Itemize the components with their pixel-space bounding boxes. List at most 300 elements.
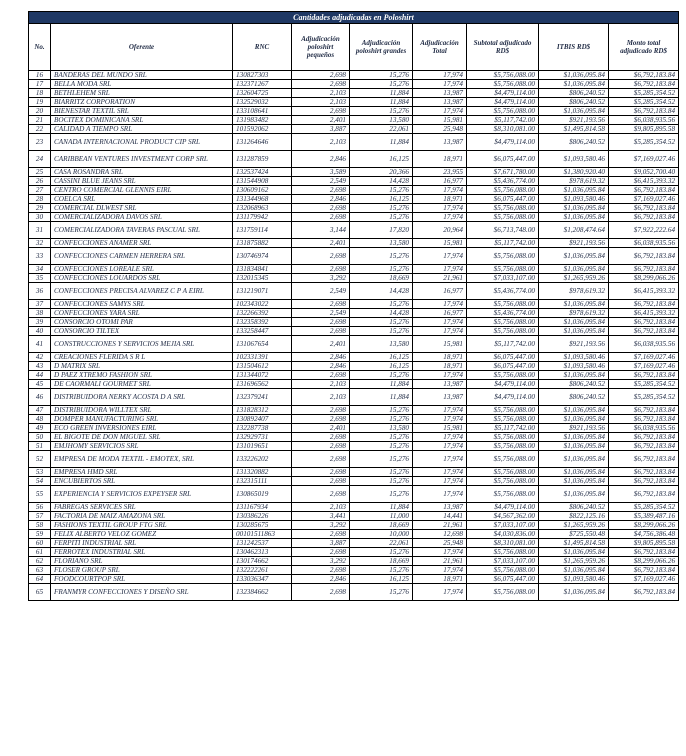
oferente-name: CANADA INTERNACIONAL PRODUCT CIP SRL — [51, 134, 233, 151]
subtotal-amount: $5,117,742.00 — [467, 424, 539, 433]
table-row — [29, 125, 679, 134]
subtotal-amount: $6,075,447.00 — [467, 575, 539, 584]
subtotal-amount: $6,075,447.00 — [467, 195, 539, 204]
total-amount: $6,792,183.84 — [609, 415, 679, 424]
row-number: 63 — [29, 566, 51, 575]
total-amount: $5,285,354.52 — [609, 89, 679, 98]
total-qty: 18,971 — [413, 353, 467, 362]
header-oferente: Oferente — [51, 24, 233, 71]
subtotal-amount: $5,436,774.00 — [467, 309, 539, 318]
itbis-amount: $1,036,095.84 — [539, 433, 609, 442]
table-row — [29, 248, 679, 265]
large-qty: 16,125 — [350, 353, 413, 362]
large-qty: 11,000 — [350, 512, 413, 521]
subtotal-amount: $5,756,088.00 — [467, 406, 539, 415]
table-row — [29, 327, 679, 336]
total-qty: 16,977 — [413, 283, 467, 300]
row-number: 18 — [29, 89, 51, 98]
row-number: 58 — [29, 521, 51, 530]
small-qty: 2,698 — [292, 80, 350, 89]
table-row — [29, 274, 679, 283]
total-qty: 17,974 — [413, 265, 467, 274]
oferente-name: BIARRITZ CORPORATION — [51, 98, 233, 107]
subtotal-amount: $5,756,088.00 — [467, 204, 539, 213]
small-qty: 2,698 — [292, 548, 350, 557]
rnc-value: 132015345 — [233, 274, 292, 283]
subtotal-amount: $5,117,742.00 — [467, 239, 539, 248]
rnc-value: 130865019 — [233, 486, 292, 503]
large-qty: 22,061 — [350, 125, 413, 134]
table-row — [29, 477, 679, 486]
large-qty: 14,428 — [350, 177, 413, 186]
total-qty: 15,981 — [413, 239, 467, 248]
total-qty: 17,974 — [413, 486, 467, 503]
total-qty: 25,948 — [413, 125, 467, 134]
total-qty: 17,974 — [413, 213, 467, 222]
large-qty: 15,276 — [350, 371, 413, 380]
large-qty: 11,884 — [350, 98, 413, 107]
row-number: 35 — [29, 274, 51, 283]
itbis-amount: $1,093,580.46 — [539, 353, 609, 362]
total-qty: 17,974 — [413, 415, 467, 424]
small-qty: 2,698 — [292, 433, 350, 442]
rnc-value: 131344072 — [233, 371, 292, 380]
small-qty: 2,698 — [292, 486, 350, 503]
total-qty: 13,987 — [413, 89, 467, 98]
small-qty: 2,698 — [292, 566, 350, 575]
row-number: 61 — [29, 548, 51, 557]
total-qty: 17,974 — [413, 442, 467, 451]
small-qty: 2,103 — [292, 380, 350, 389]
table-row — [29, 521, 679, 530]
itbis-amount: $1,036,095.84 — [539, 442, 609, 451]
rnc-value: 132266392 — [233, 309, 292, 318]
total-qty: 18,971 — [413, 362, 467, 371]
large-qty: 16,125 — [350, 195, 413, 204]
total-amount: $7,169,027.46 — [609, 362, 679, 371]
total-qty: 13,987 — [413, 503, 467, 512]
itbis-amount: $1,208,474.64 — [539, 222, 609, 239]
total-amount: $7,922,222.64 — [609, 222, 679, 239]
rnc-value: 130892407 — [233, 415, 292, 424]
row-number: 30 — [29, 213, 51, 222]
large-qty: 15,276 — [350, 327, 413, 336]
rnc-value: 131019651 — [233, 442, 292, 451]
total-amount: $6,792,183.84 — [609, 548, 679, 557]
subtotal-amount: $5,756,088.00 — [467, 584, 539, 601]
rnc-value: 133108641 — [233, 107, 292, 116]
row-number: 40 — [29, 327, 51, 336]
large-qty: 15,276 — [350, 248, 413, 265]
rnc-value: 132604725 — [233, 89, 292, 98]
total-amount: $6,792,183.84 — [609, 327, 679, 336]
total-amount: $6,792,183.84 — [609, 433, 679, 442]
row-number: 57 — [29, 512, 51, 521]
small-qty: 2,103 — [292, 503, 350, 512]
rnc-value: 130609162 — [233, 186, 292, 195]
itbis-amount: $1,265,959.26 — [539, 521, 609, 530]
table-row — [29, 265, 679, 274]
total-qty: 17,974 — [413, 248, 467, 265]
large-qty: 14,428 — [350, 283, 413, 300]
total-qty: 17,974 — [413, 204, 467, 213]
oferente-name: CASA ROSANDRA SRL — [51, 168, 233, 177]
subtotal-amount: $7,671,780.00 — [467, 168, 539, 177]
total-qty: 17,974 — [413, 477, 467, 486]
total-qty: 14,441 — [413, 512, 467, 521]
table-row — [29, 134, 679, 151]
oferente-name: DOMPER MANUFACTURING SRL — [51, 415, 233, 424]
large-qty: 15,276 — [350, 186, 413, 195]
subtotal-amount: $5,756,088.00 — [467, 468, 539, 477]
oferente-name: ENCUBIERTOS SRL — [51, 477, 233, 486]
table-row — [29, 433, 679, 442]
subtotal-amount: $4,479,114.00 — [467, 389, 539, 406]
header-monto-total: Monto total adjudicado RD$ — [609, 24, 679, 71]
small-qty: 2,549 — [292, 283, 350, 300]
total-amount: $6,038,935.56 — [609, 116, 679, 125]
rnc-value: 131983482 — [233, 116, 292, 125]
row-number: 53 — [29, 468, 51, 477]
table-row — [29, 80, 679, 89]
subtotal-amount: $4,479,114.00 — [467, 134, 539, 151]
rnc-value: 131264646 — [233, 134, 292, 151]
table-row — [29, 204, 679, 213]
oferente-name: CONFECCIONES ANAMER SRL — [51, 239, 233, 248]
oferente-name: EMJHOMY SERVICIOS SRL — [51, 442, 233, 451]
subtotal-amount: $5,756,088.00 — [467, 248, 539, 265]
large-qty: 11,884 — [350, 389, 413, 406]
row-number: 51 — [29, 442, 51, 451]
subtotal-amount: $6,075,447.00 — [467, 151, 539, 168]
subtotal-amount: $4,479,114.00 — [467, 503, 539, 512]
itbis-amount: $1,036,095.84 — [539, 451, 609, 468]
table-body — [29, 71, 679, 601]
row-number: 31 — [29, 222, 51, 239]
total-qty: 16,977 — [413, 177, 467, 186]
row-number: 24 — [29, 151, 51, 168]
large-qty: 15,276 — [350, 318, 413, 327]
row-number: 26 — [29, 177, 51, 186]
oferente-name: FLOSER GROUP SRL — [51, 566, 233, 575]
row-number: 36 — [29, 283, 51, 300]
row-number: 32 — [29, 239, 51, 248]
small-qty: 2,103 — [292, 134, 350, 151]
total-qty: 17,974 — [413, 71, 467, 80]
small-qty: 2,846 — [292, 353, 350, 362]
large-qty: 15,276 — [350, 415, 413, 424]
large-qty: 15,276 — [350, 213, 413, 222]
oferente-name: EMPRESA HMD SRL — [51, 468, 233, 477]
total-qty: 17,974 — [413, 451, 467, 468]
oferente-name: EL BIGOTE DE DON MIGUEL SRL — [51, 433, 233, 442]
table-row — [29, 512, 679, 521]
large-qty: 15,276 — [350, 477, 413, 486]
subtotal-amount: $5,756,088.00 — [467, 327, 539, 336]
rnc-value: 132379241 — [233, 389, 292, 406]
total-qty: 15,981 — [413, 116, 467, 125]
rnc-value: 131179942 — [233, 213, 292, 222]
total-qty: 18,971 — [413, 151, 467, 168]
total-qty: 17,974 — [413, 406, 467, 415]
itbis-amount: $806,240.52 — [539, 134, 609, 151]
table-row — [29, 239, 679, 248]
oferente-name: CASSINI BLUE JEANS SRL — [51, 177, 233, 186]
table-row — [29, 309, 679, 318]
table-row — [29, 362, 679, 371]
oferente-name: DISTRIBUIDORA NERKY ACOSTA D A SRL — [51, 389, 233, 406]
table-row — [29, 575, 679, 584]
total-amount: $6,792,183.84 — [609, 265, 679, 274]
row-number: 22 — [29, 125, 51, 134]
total-qty: 17,974 — [413, 566, 467, 575]
small-qty: 2,698 — [292, 442, 350, 451]
total-amount: $7,169,027.46 — [609, 195, 679, 204]
row-number: 42 — [29, 353, 51, 362]
oferente-name: EXPERIENCIA Y SERVICIOS EXPEYSER SRL — [51, 486, 233, 503]
total-qty: 12,698 — [413, 530, 467, 539]
row-number: 39 — [29, 318, 51, 327]
itbis-amount: $978,619.32 — [539, 283, 609, 300]
oferente-name: CALIDAD A TIEMPO SRL — [51, 125, 233, 134]
small-qty: 3,144 — [292, 222, 350, 239]
total-qty: 17,974 — [413, 584, 467, 601]
total-amount: $6,038,935.56 — [609, 239, 679, 248]
total-amount: $6,792,183.84 — [609, 300, 679, 309]
small-qty: 2,698 — [292, 265, 350, 274]
total-amount: $8,299,066.26 — [609, 274, 679, 283]
large-qty: 18,669 — [350, 521, 413, 530]
subtotal-amount: $5,756,088.00 — [467, 415, 539, 424]
total-amount: $5,285,354.52 — [609, 389, 679, 406]
small-qty: 3,887 — [292, 539, 350, 548]
small-qty: 3,441 — [292, 512, 350, 521]
itbis-amount: $1,036,095.84 — [539, 213, 609, 222]
table-row — [29, 195, 679, 204]
table-row — [29, 107, 679, 116]
rnc-value: 133258447 — [233, 327, 292, 336]
header-large: Adjudicación poloshirt grandes — [350, 24, 413, 71]
rnc-value: 00101511863 — [233, 530, 292, 539]
large-qty: 15,276 — [350, 406, 413, 415]
large-qty: 15,276 — [350, 486, 413, 503]
row-number: 64 — [29, 575, 51, 584]
itbis-amount: $1,380,920.40 — [539, 168, 609, 177]
subtotal-amount: $5,436,774.00 — [467, 283, 539, 300]
large-qty: 15,276 — [350, 566, 413, 575]
total-qty: 17,974 — [413, 300, 467, 309]
rnc-value: 131320882 — [233, 468, 292, 477]
table-row — [29, 539, 679, 548]
small-qty: 3,887 — [292, 125, 350, 134]
row-number: 27 — [29, 186, 51, 195]
total-qty: 18,971 — [413, 575, 467, 584]
small-qty: 2,846 — [292, 362, 350, 371]
itbis-amount: $725,550.48 — [539, 530, 609, 539]
total-amount: $6,792,183.84 — [609, 318, 679, 327]
large-qty: 11,884 — [350, 89, 413, 98]
total-qty: 16,977 — [413, 309, 467, 318]
large-qty: 20,366 — [350, 168, 413, 177]
itbis-amount: $1,036,095.84 — [539, 468, 609, 477]
large-qty: 15,276 — [350, 300, 413, 309]
table-row — [29, 486, 679, 503]
itbis-amount: $1,036,095.84 — [539, 548, 609, 557]
itbis-amount: $1,036,095.84 — [539, 327, 609, 336]
total-amount: $6,792,183.84 — [609, 406, 679, 415]
subtotal-amount: $7,033,107.00 — [467, 557, 539, 566]
row-number: 54 — [29, 477, 51, 486]
table-row — [29, 371, 679, 380]
itbis-amount: $1,036,095.84 — [539, 186, 609, 195]
small-qty: 2,103 — [292, 389, 350, 406]
subtotal-amount: $5,756,088.00 — [467, 548, 539, 557]
total-amount: $5,389,487.16 — [609, 512, 679, 521]
header-no: No. — [29, 24, 51, 71]
itbis-amount: $1,036,095.84 — [539, 71, 609, 80]
small-qty: 2,846 — [292, 151, 350, 168]
rnc-value: 131242537 — [233, 539, 292, 548]
total-qty: 21,961 — [413, 557, 467, 566]
subtotal-amount: $5,756,088.00 — [467, 186, 539, 195]
rnc-value: 132384662 — [233, 584, 292, 601]
large-qty: 15,276 — [350, 71, 413, 80]
total-qty: 13,987 — [413, 134, 467, 151]
table-row — [29, 530, 679, 539]
itbis-amount: $1,495,814.58 — [539, 125, 609, 134]
row-number: 23 — [29, 134, 51, 151]
total-qty: 21,961 — [413, 521, 467, 530]
total-amount: $6,038,935.56 — [609, 424, 679, 433]
total-amount: $8,299,066.26 — [609, 521, 679, 530]
total-amount: $7,169,027.46 — [609, 151, 679, 168]
awards-table — [28, 11, 679, 601]
rnc-value: 131504612 — [233, 362, 292, 371]
itbis-amount: $978,619.32 — [539, 177, 609, 186]
total-qty: 25,948 — [413, 539, 467, 548]
rnc-value: 132537424 — [233, 168, 292, 177]
table-row — [29, 548, 679, 557]
subtotal-amount: $4,479,114.00 — [467, 98, 539, 107]
total-qty: 18,971 — [413, 195, 467, 204]
table-row — [29, 353, 679, 362]
row-number: 17 — [29, 80, 51, 89]
oferente-name: CREACIONES FLERIDA S R L — [51, 353, 233, 362]
rnc-value: 132529032 — [233, 98, 292, 107]
total-amount: $6,792,183.84 — [609, 107, 679, 116]
table-row — [29, 584, 679, 601]
large-qty: 18,669 — [350, 557, 413, 566]
subtotal-amount: $5,756,088.00 — [467, 433, 539, 442]
small-qty: 2,698 — [292, 371, 350, 380]
rnc-value: 130746974 — [233, 248, 292, 265]
table-row — [29, 389, 679, 406]
large-qty: 13,580 — [350, 116, 413, 125]
large-qty: 11,884 — [350, 503, 413, 512]
subtotal-amount: $5,756,088.00 — [467, 265, 539, 274]
row-number: 20 — [29, 107, 51, 116]
large-qty: 15,276 — [350, 584, 413, 601]
table-title: Cantidades adjudicadas en Poloshirt — [29, 12, 679, 24]
subtotal-amount: $5,117,742.00 — [467, 336, 539, 353]
oferente-name: EMPRESA DE MODA TEXTIL - EMOTEX, SRL — [51, 451, 233, 468]
oferente-name: FERPITI INDUSTRIAL SRL — [51, 539, 233, 548]
oferente-name: ECO GREEN INVERSIONES EIRL — [51, 424, 233, 433]
row-number: 45 — [29, 380, 51, 389]
total-amount: $6,792,183.84 — [609, 248, 679, 265]
subtotal-amount: $6,713,748.00 — [467, 222, 539, 239]
large-qty: 15,276 — [350, 204, 413, 213]
row-number: 38 — [29, 309, 51, 318]
small-qty: 2,698 — [292, 300, 350, 309]
subtotal-amount: $5,756,088.00 — [467, 477, 539, 486]
large-qty: 11,884 — [350, 134, 413, 151]
itbis-amount: $806,240.52 — [539, 503, 609, 512]
table-row — [29, 451, 679, 468]
total-amount: $9,805,895.58 — [609, 539, 679, 548]
small-qty: 2,698 — [292, 186, 350, 195]
table-row — [29, 503, 679, 512]
oferente-name: FERROTEX INDUSTRIAL SRL — [51, 548, 233, 557]
small-qty: 2,698 — [292, 327, 350, 336]
itbis-amount: $978,619.32 — [539, 309, 609, 318]
subtotal-amount: $5,756,088.00 — [467, 300, 539, 309]
total-qty: 23,955 — [413, 168, 467, 177]
small-qty: 2,846 — [292, 195, 350, 204]
rnc-value: 131875882 — [233, 239, 292, 248]
oferente-name: BOCITEX DOMINICANA SRL — [51, 116, 233, 125]
total-amount: $6,792,183.84 — [609, 477, 679, 486]
oferente-name: CONFECCIONES PRECISA ALVAREZ C P A EIRL — [51, 283, 233, 300]
row-number: 50 — [29, 433, 51, 442]
total-amount: $6,792,183.84 — [609, 584, 679, 601]
total-amount: $9,805,895.58 — [609, 125, 679, 134]
total-qty: 13,987 — [413, 98, 467, 107]
itbis-amount: $1,036,095.84 — [539, 371, 609, 380]
table-row — [29, 116, 679, 125]
itbis-amount: $1,036,095.84 — [539, 265, 609, 274]
small-qty: 2,698 — [292, 530, 350, 539]
oferente-name: DISTRIBUIDORA WILLTEX SRL — [51, 406, 233, 415]
table-row — [29, 566, 679, 575]
rnc-value: 133036347 — [233, 575, 292, 584]
rnc-value: 130386226 — [233, 512, 292, 521]
rnc-value: 132358392 — [233, 318, 292, 327]
rnc-value: 131696562 — [233, 380, 292, 389]
table-row — [29, 186, 679, 195]
total-amount: $6,792,183.84 — [609, 371, 679, 380]
itbis-amount: $1,036,095.84 — [539, 406, 609, 415]
oferente-name: FELIX ALBERTO VELOZ GOMEZ — [51, 530, 233, 539]
row-number: 55 — [29, 486, 51, 503]
total-amount: $9,052,700.40 — [609, 168, 679, 177]
large-qty: 14,428 — [350, 309, 413, 318]
total-qty: 15,981 — [413, 424, 467, 433]
total-qty: 15,981 — [413, 336, 467, 353]
total-amount: $6,038,935.56 — [609, 336, 679, 353]
small-qty: 2,103 — [292, 89, 350, 98]
rnc-value: 133226202 — [233, 451, 292, 468]
itbis-amount: $921,193.56 — [539, 239, 609, 248]
subtotal-amount: $4,479,114.00 — [467, 89, 539, 98]
large-qty: 15,276 — [350, 468, 413, 477]
oferente-name: D PAEZ XTREMO FASHION SRL — [51, 371, 233, 380]
rnc-value: 132929731 — [233, 433, 292, 442]
itbis-amount: $1,036,095.84 — [539, 415, 609, 424]
table-row — [29, 213, 679, 222]
total-amount: $6,792,183.84 — [609, 71, 679, 80]
header-total: Adjudicación Total — [413, 24, 467, 71]
